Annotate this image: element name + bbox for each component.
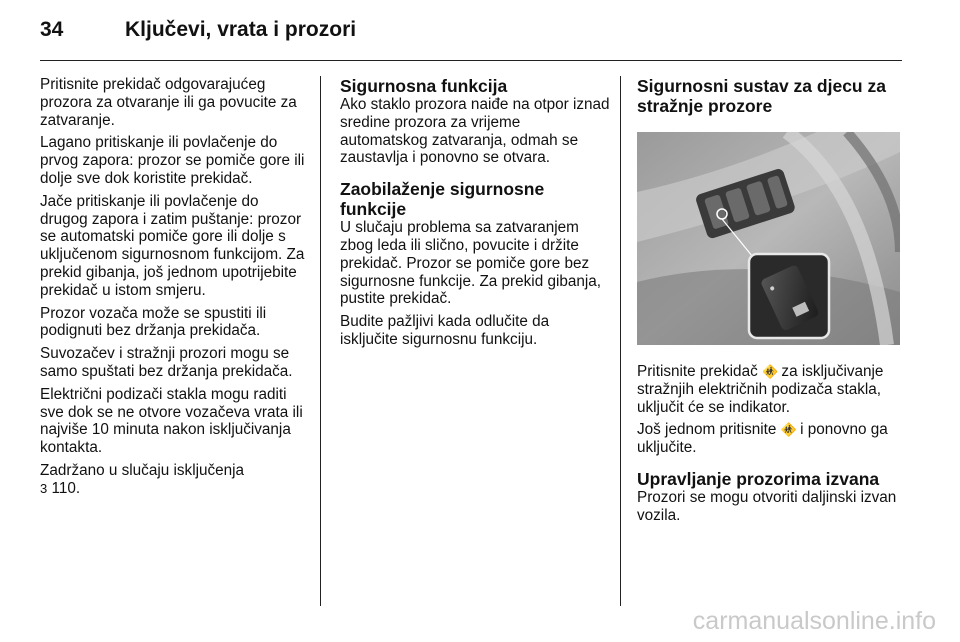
column-separator <box>320 76 321 606</box>
paragraph: U slučaju problema sa zatvaranjem zbog leda ili slično, povucite i držite prekidač. Prozor se pomiče gore bez sigurnosne funkcije. Za prekid gibanja, pustite prekidač. <box>340 219 602 308</box>
paragraph: Jače pritiskanje ili povlačenje do drugog zapora i zatim puštanje: prozor se automatski pomiče gore ili dolje s uključenom sigurnosnom funkcijom. Za prekid gibanja, još jednom upotrijebite prekidač u istom smjeru. <box>40 192 305 299</box>
paragraph: Još jednom pritisnite 🚸 i ponovno ga uključite. <box>637 421 888 457</box>
paragraph-text: Zadržano u slučaju isključenja <box>40 461 245 479</box>
cross-reference-link[interactable]: 110. <box>51 479 81 497</box>
child-lock-icon: 🚸 <box>761 364 778 379</box>
section-heading: Sigurnosni sustav za djecu za stražnje prozore <box>637 76 886 116</box>
paragraph: Prozor vozača može se spustiti ili podignuti bez držanja prekidača. <box>40 304 267 340</box>
paragraph: Lagano pritiskanje ili povlačenje do prvog zapora: prozor se pomiče gore ili dolje sve dok koristite prekidač. <box>40 134 305 187</box>
child-lock-icon: 🚸 <box>780 422 796 438</box>
section-heading: Zaobilaženje sigurnosne funkcije <box>340 179 545 220</box>
paragraph <box>40 462 310 498</box>
paragraph: Električni podizači stakla mogu raditi sve dok se ne otvore vozačeva vrata ili najviše 10 minuta nakon isključivanja kontakta. <box>40 385 303 457</box>
section-heading: Upravljanje prozorima izvana <box>637 468 880 489</box>
column-separator <box>620 76 621 606</box>
cross-reference-arrow-icon: 3 <box>40 480 48 496</box>
paragraph: Prozori se mogu otvoriti daljinski izvan vozila. <box>637 488 897 524</box>
door-switch-photo <box>637 132 900 345</box>
paragraph: Ako staklo prozora naiđe na otpor iznad sredine prozora za vrijeme automatskog zatvaranja, odmah se zaustavlja i ponovno se otvara. <box>340 96 610 167</box>
header-rule <box>40 60 902 61</box>
column-2 <box>340 76 610 354</box>
column-3 <box>637 76 901 530</box>
paragraph: Budite pažljivi kada odlučite da isključite sigurnosnu funkciju. <box>340 313 550 348</box>
paragraph: Pritisnite prekidač 🚸 za isključivanje stražnjih električnih podizača stakla, uključit će se indikator. <box>637 363 884 416</box>
paragraph: Suvozačev i stražnji prozori mogu se samo spuštati bez držanja prekidača. <box>40 345 293 380</box>
page-number: 34 <box>40 18 64 41</box>
paragraph: Pritisnite prekidač odgovarajućeg prozora za otvaranje ili ga povucite za zatvaranje. <box>40 76 297 129</box>
page-title: Ključevi, vrata i prozori <box>125 18 357 41</box>
column-1 <box>40 76 310 503</box>
watermark: carmanualsonline.info <box>692 607 936 635</box>
section-heading: Sigurnosna funkcija <box>340 76 508 96</box>
